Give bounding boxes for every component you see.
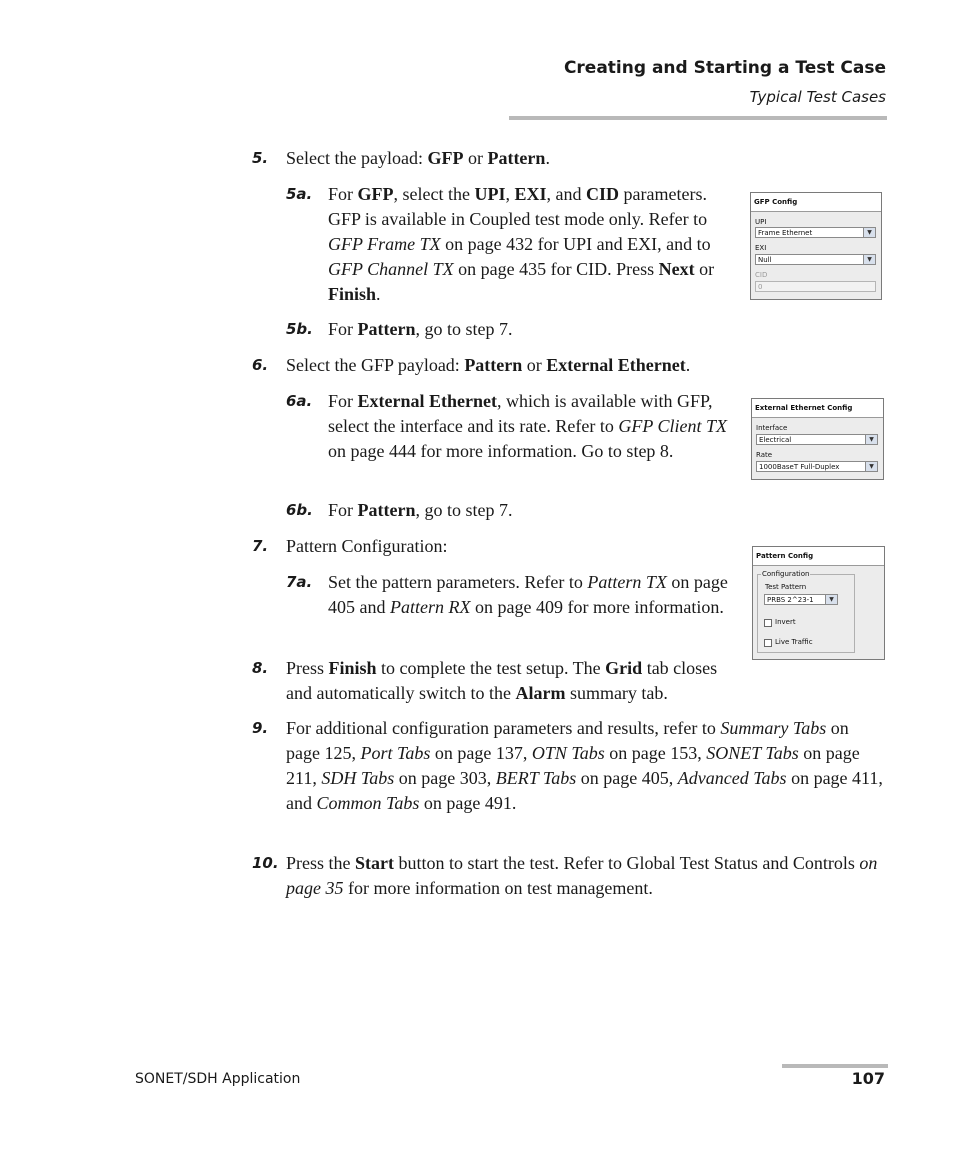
step-number: 9. — [252, 719, 269, 737]
step-number: 5b. — [286, 320, 313, 338]
upi-select[interactable]: Frame Ethernet ▼ — [755, 227, 876, 238]
test-pattern-label: Test Pattern — [765, 583, 807, 591]
chevron-down-icon[interactable]: ▼ — [825, 595, 837, 604]
footer-rule — [782, 1064, 888, 1068]
step-6a: 6a. For External Ethernet, which is available with GFP, select the interface and its rate. Refer to GFP Client TX on page 444 for more information. Go to step 8. — [286, 391, 728, 461]
interface-select[interactable]: Electrical ▼ — [756, 434, 878, 445]
rate-select[interactable]: 1000BaseT Full-Duplex ▼ — [756, 461, 878, 472]
panel-title: External Ethernet Config — [752, 399, 883, 418]
step-number: 5. — [252, 149, 269, 167]
running-header-subtitle: Typical Test Cases — [749, 88, 886, 106]
step-number: 5a. — [286, 185, 313, 203]
step-7: 7. Pattern Configuration: — [286, 534, 726, 559]
step-number: 6. — [252, 356, 269, 374]
footer-section-title: SONET/SDH Application — [135, 1071, 301, 1087]
upi-label: UPI — [755, 218, 767, 226]
invert-label: Invert — [775, 618, 796, 626]
live-traffic-checkbox[interactable] — [764, 639, 772, 647]
chevron-down-icon[interactable]: ▼ — [863, 255, 875, 264]
step-9: 9. For additional configuration parameters and results, refer to Summary Tabs on page 125, Port Tabs on page 137, OTN Tabs on page 153, SONET Tabs on page 211, SDH Tabs on page 303, BERT Tabs on page 405, Advanced Tabs on page 411, and Common Tabs on page 491. — [252, 718, 883, 813]
step-8: 8. Press Finish to complete the test setup. The Grid tab closes and automatically switch to the Alarm summary tab. — [252, 658, 718, 703]
exi-label: EXI — [755, 244, 767, 252]
step-number: 10. — [252, 854, 279, 872]
invert-checkbox[interactable] — [764, 619, 772, 627]
header-rule — [509, 116, 887, 120]
page-number: 107 — [851, 1069, 885, 1088]
chevron-down-icon[interactable]: ▼ — [865, 435, 877, 444]
step-number: 6b. — [286, 501, 313, 519]
rate-label: Rate — [756, 451, 773, 459]
step-10: 10. Press the Start button to start the test. Refer to Global Test Status and Controls on page 35 for more information on test management. — [252, 853, 878, 898]
configuration-group-label: Configuration — [762, 570, 810, 578]
exi-select[interactable]: Null ▼ — [755, 254, 876, 265]
running-header-title: Creating and Starting a Test Case — [563, 58, 886, 78]
panel-title: Pattern Config — [753, 547, 884, 566]
step-5a: 5a. For GFP, select the UPI, EXI, and CID parameters. GFP is available in Coupled test mode only. Refer to GFP Frame TX on page 432 for UPI and EXI, and to GFP Channel TX on page 435 for CID. Press Next or Finish. — [286, 184, 715, 304]
step-number: 8. — [252, 659, 269, 677]
external-ethernet-config-panel — [751, 398, 884, 480]
panel-title: GFP Config — [751, 193, 881, 212]
live-traffic-label: Live Traffic — [775, 638, 813, 646]
pattern-config-panel — [752, 546, 885, 660]
chevron-down-icon[interactable]: ▼ — [863, 228, 875, 237]
test-pattern-select[interactable]: PRBS 2^23-1 ▼ — [764, 594, 838, 605]
step-7a: 7a. Set the pattern parameters. Refer to Pattern TX on page 405 and Pattern RX on page 409 for more information. — [286, 572, 728, 617]
cid-label: CID — [755, 271, 768, 279]
step-number: 7a. — [286, 573, 313, 591]
interface-label: Interface — [756, 424, 788, 432]
step-5: 5. Select the payload: GFP or Pattern. — [286, 146, 886, 171]
chevron-down-icon[interactable]: ▼ — [865, 462, 877, 471]
step-6b: 6b. For Pattern, go to step 7. — [328, 498, 848, 523]
step-5b: 5b. For Pattern, go to step 7. — [328, 317, 848, 342]
step-number: 7. — [252, 537, 269, 555]
step-number: 6a. — [286, 392, 313, 410]
step-6: 6. Select the GFP payload: Pattern or External Ethernet. — [286, 353, 886, 378]
cid-input[interactable]: 0 — [755, 281, 876, 292]
gfp-config-panel — [750, 192, 882, 300]
